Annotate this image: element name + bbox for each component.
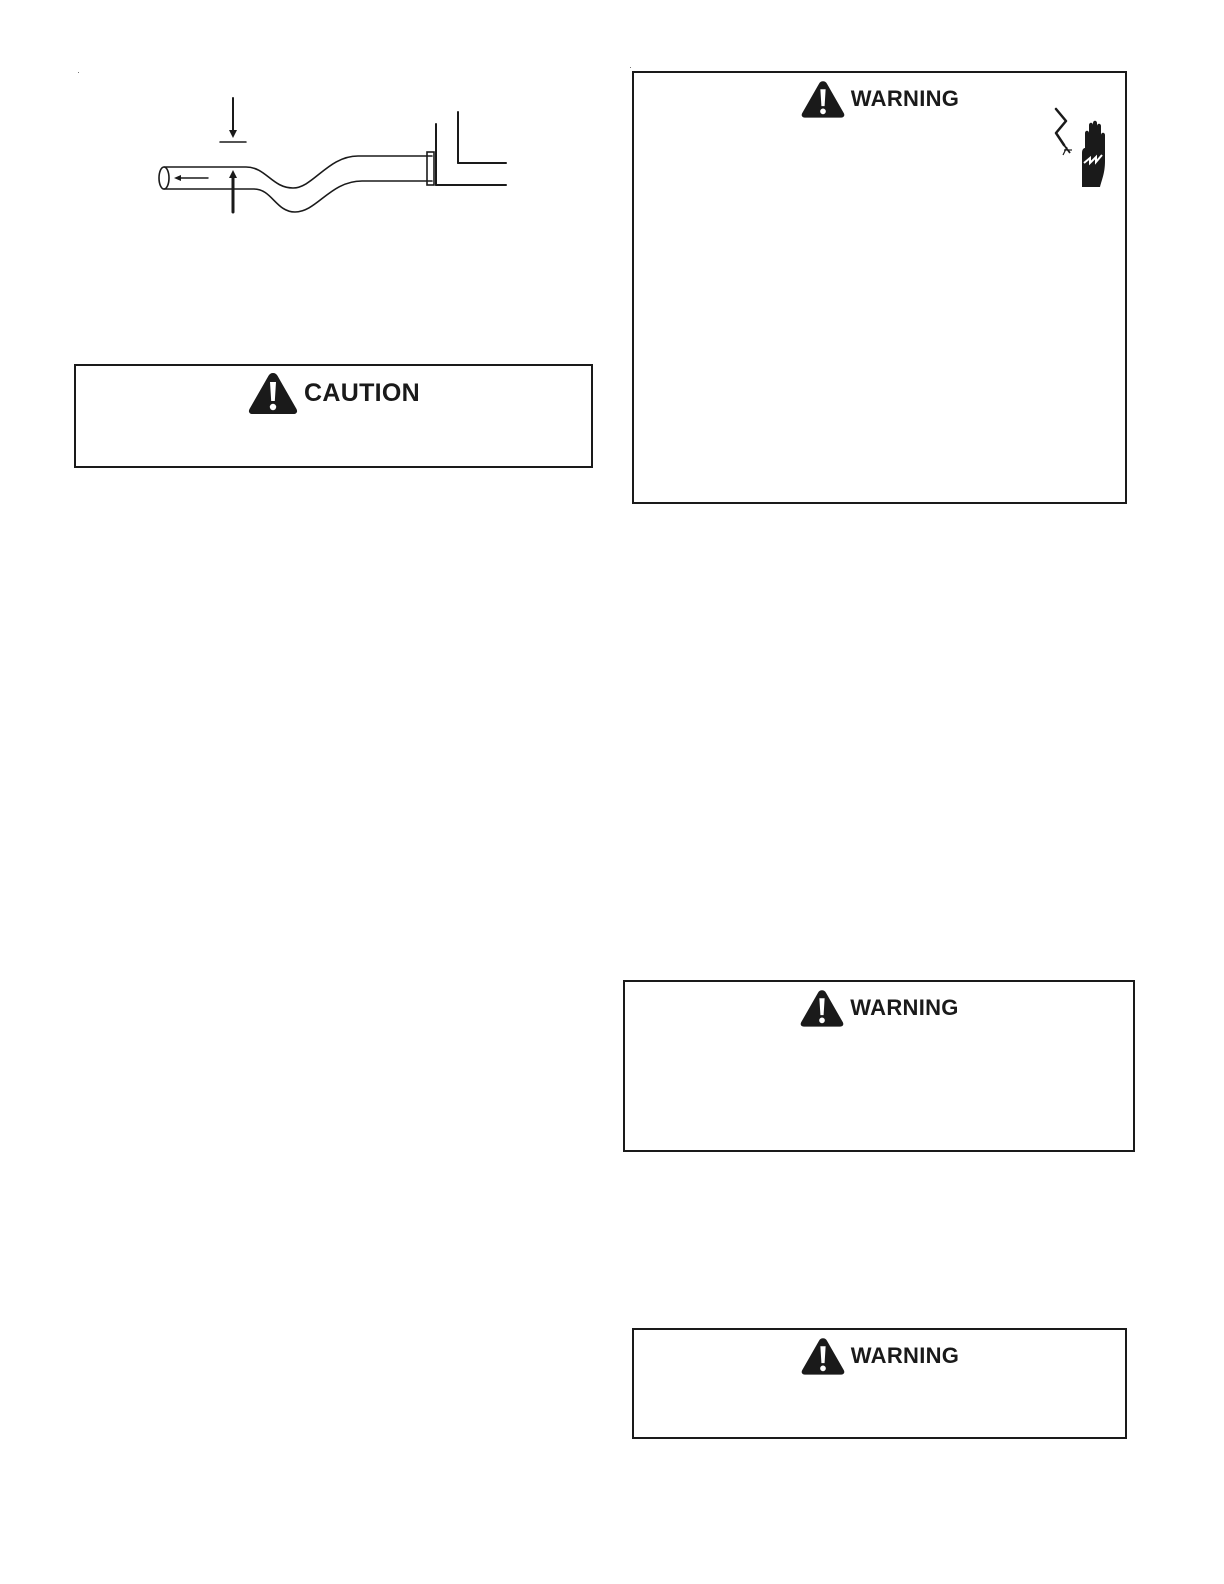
exclamation-triangle-icon bbox=[800, 1336, 846, 1376]
caution-label: CAUTION bbox=[304, 378, 420, 407]
warning-label: WARNING bbox=[850, 86, 960, 111]
warning-notice-middle bbox=[623, 980, 1135, 1152]
warning-notice-electrical bbox=[632, 71, 1127, 504]
exclamation-triangle-icon bbox=[800, 79, 846, 119]
pipe-drip-leg-diagram bbox=[150, 92, 520, 222]
warning-label: WARNING bbox=[850, 1343, 960, 1368]
electrical-shock-hand-icon bbox=[1034, 103, 1120, 191]
scan-speck bbox=[630, 67, 631, 68]
exclamation-triangle-icon bbox=[247, 371, 299, 415]
warning-label: WARNING bbox=[850, 995, 959, 1020]
exclamation-triangle-icon bbox=[799, 988, 845, 1028]
scan-speck bbox=[78, 72, 79, 73]
warning-notice-bottom bbox=[632, 1328, 1127, 1439]
caution-notice bbox=[74, 364, 593, 468]
